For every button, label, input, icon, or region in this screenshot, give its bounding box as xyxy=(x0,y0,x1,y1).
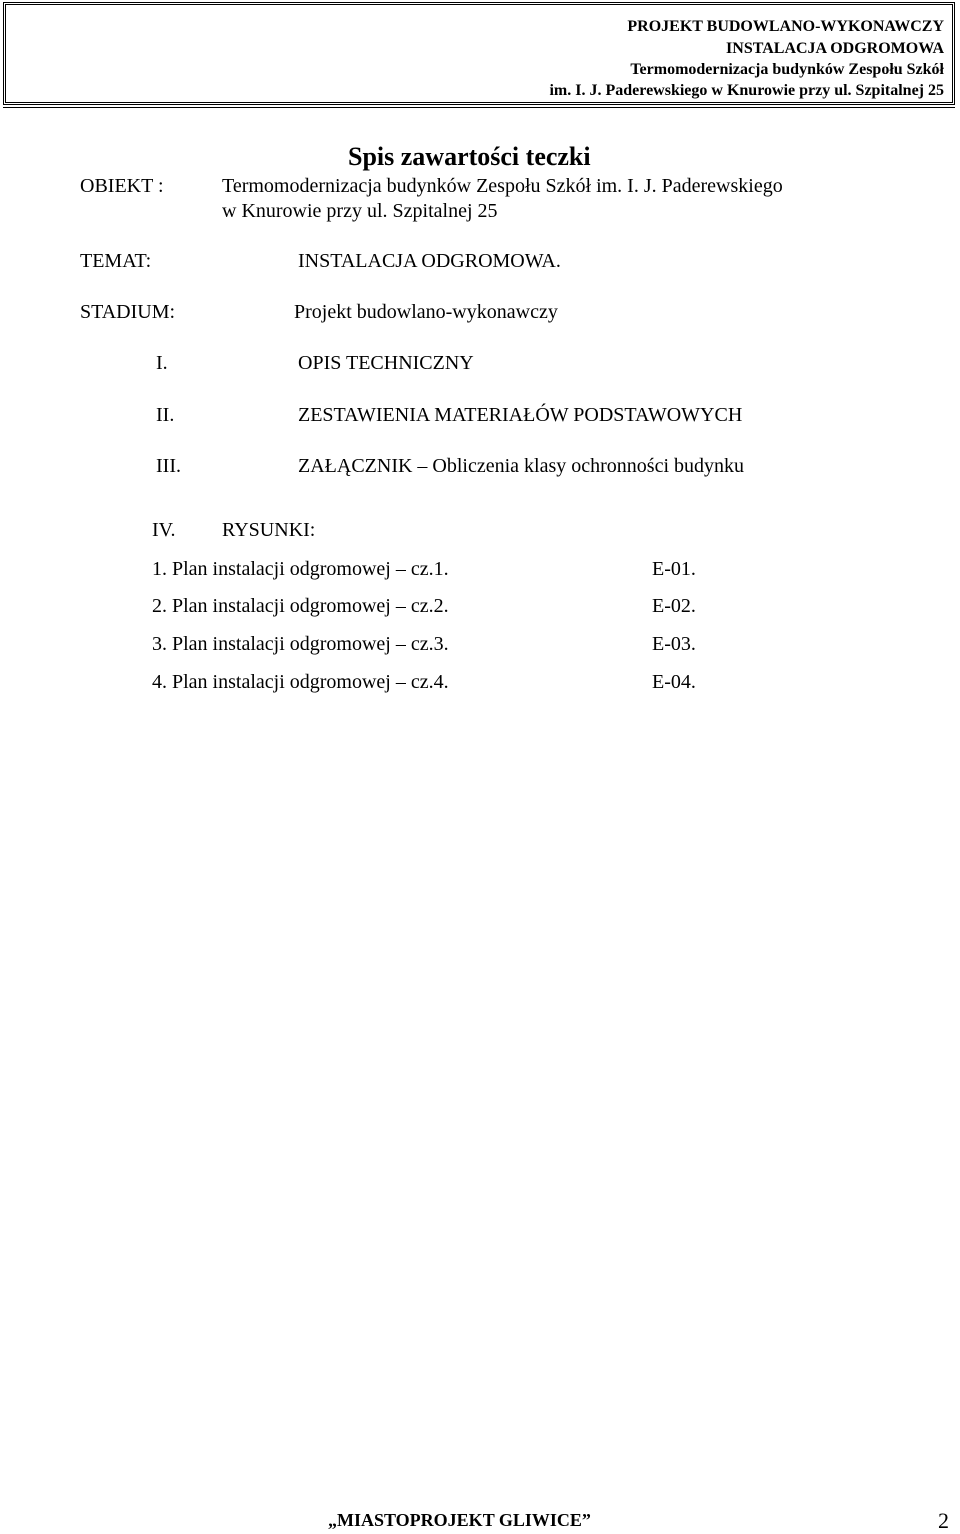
section-title: ZESTAWIENIA MATERIAŁÓW PODSTAWOWYCH xyxy=(298,404,743,426)
drawing-item-code: E-02. xyxy=(652,595,696,617)
temat-label: TEMAT: xyxy=(80,250,152,272)
header-line-4: im. I. J. Paderewskiego w Knurowie przy ul. Szpitalnej 25 xyxy=(549,82,944,99)
section-number: III. xyxy=(156,455,181,477)
header-line-2: INSTALACJA ODGROMOWA xyxy=(726,40,944,57)
page-number: 2 xyxy=(938,1508,949,1533)
drawing-item-label: 4. Plan instalacji odgromowej – cz.4. xyxy=(152,671,449,693)
drawing-item-code: E-03. xyxy=(652,633,696,655)
drawing-item-label: 3. Plan instalacji odgromowej – cz.3. xyxy=(152,633,449,655)
footer-company-name: „MIASTOPROJEKT GLIWICE” xyxy=(328,1510,591,1530)
page-title: Spis zawartości teczki xyxy=(348,142,591,171)
drawings-section-number: IV. xyxy=(152,519,176,541)
obiekt-value-line-2: w Knurowie przy ul. Szpitalnej 25 xyxy=(222,200,498,222)
header-line-3: Termomodernizacja budynków Zespołu Szkół xyxy=(630,61,944,78)
section-number: II. xyxy=(156,404,175,426)
obiekt-value-line-1: Termomodernizacja budynków Zespołu Szkół im. I. J. Paderewskiego xyxy=(222,175,783,197)
temat-value: INSTALACJA ODGROMOWA. xyxy=(298,250,561,272)
section-number: I. xyxy=(156,352,168,374)
stadium-label: STADIUM: xyxy=(80,301,176,323)
document-header xyxy=(3,2,955,105)
section-title: ZAŁĄCZNIK – Obliczenia klasy ochronności budynku xyxy=(298,455,745,477)
drawing-item-label: 1. Plan instalacji odgromowej – cz.1. xyxy=(152,558,449,580)
header-line-1: PROJEKT BUDOWLANO-WYKONAWCZY xyxy=(627,18,944,35)
obiekt-label: OBIEKT : xyxy=(80,175,164,197)
drawing-item-code: E-01. xyxy=(652,558,696,580)
drawings-heading: RYSUNKI: xyxy=(222,519,316,541)
stadium-value: Projekt budowlano-wykonawczy xyxy=(294,301,558,323)
header-divider xyxy=(3,107,955,108)
drawing-item-label: 2. Plan instalacji odgromowej – cz.2. xyxy=(152,595,449,617)
section-title: OPIS TECHNICZNY xyxy=(298,352,474,374)
drawing-item-code: E-04. xyxy=(652,671,696,693)
